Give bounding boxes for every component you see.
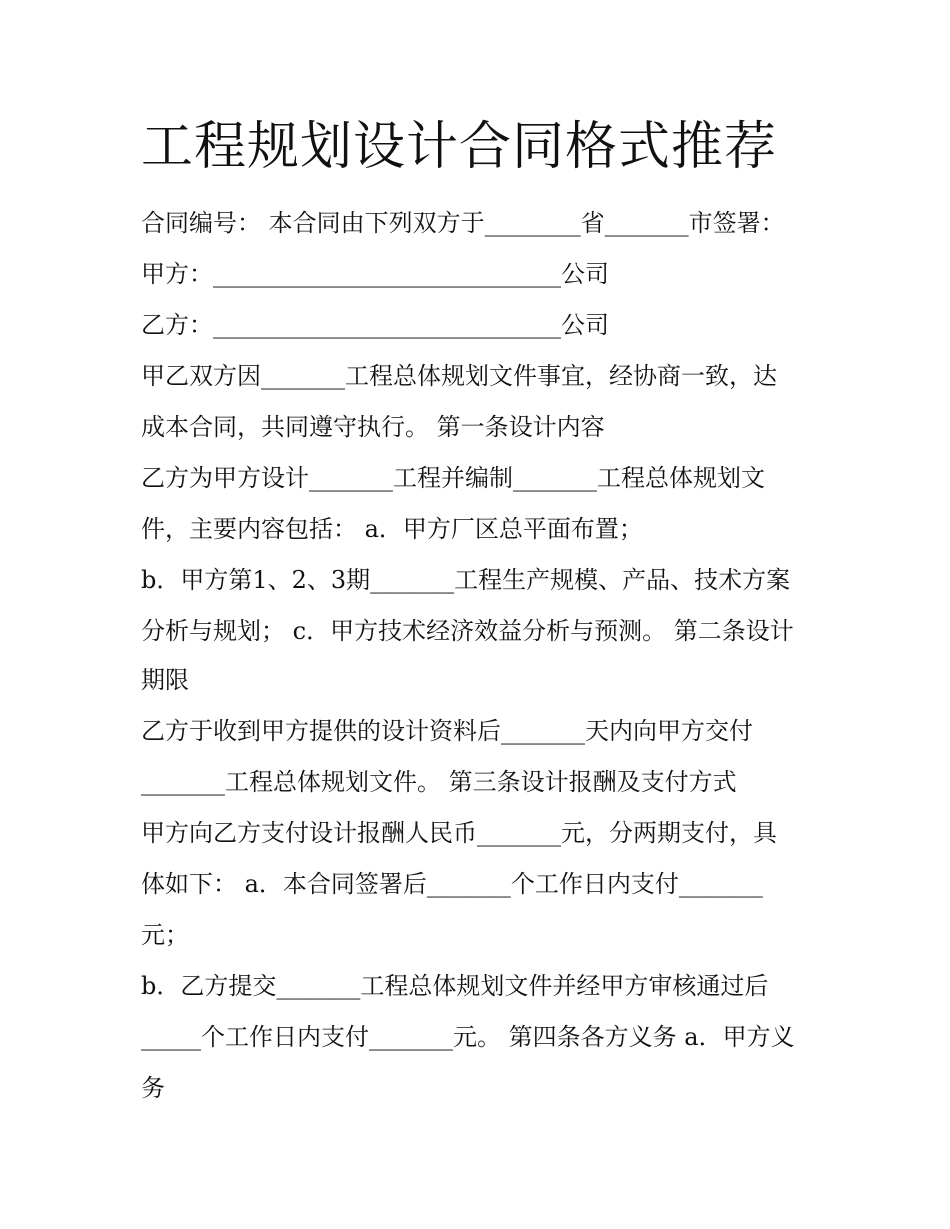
contract-line-1: 合同编号： 本合同由下列双方于________省_______市签署： bbox=[141, 209, 785, 237]
contract-line-18: 务 bbox=[141, 1074, 165, 1102]
contract-line-3: 乙方：_____________________________公司 bbox=[141, 311, 609, 339]
contract-line-2: 甲方：_____________________________公司 bbox=[141, 260, 609, 288]
contract-line-7: 件，主要内容包括： a．甲方厂区总平面布置； bbox=[141, 515, 643, 543]
contract-line-5: 成本合同，共同遵守执行。 第一条设计内容 bbox=[141, 413, 605, 441]
contract-line-4: 甲乙双方因_______工程总体规划文件事宜，经协商一致，达 bbox=[141, 362, 777, 390]
contract-line-11: 乙方于收到甲方提供的设计资料后_______天内向甲方交付 bbox=[141, 717, 753, 745]
contract-line-12: _______工程总体规划文件。 第三条设计报酬及支付方式 bbox=[141, 768, 737, 796]
contract-line-8: b．甲方第1、2、3期_______工程生产规模、产品、技术方案 bbox=[141, 566, 791, 594]
contract-line-17: _____个工作日内支付_______元。 第四条各方义务 a．甲方义 bbox=[141, 1023, 795, 1051]
document-title: 工程规划设计合同格式推荐 bbox=[141, 117, 778, 177]
contract-line-6: 乙方为甲方设计_______工程并编制_______工程总体规划文 bbox=[141, 464, 765, 492]
contract-line-15: 元； bbox=[141, 921, 189, 949]
contract-line-14: 体如下： a．本合同签署后_______个工作日内支付_______ bbox=[141, 870, 763, 898]
contract-line-10: 期限 bbox=[141, 666, 189, 694]
contract-line-16: b．乙方提交_______工程总体规划文件并经甲方审核通过后 bbox=[141, 972, 769, 1000]
contract-line-13: 甲方向乙方支付设计报酬人民币_______元，分两期支付，具 bbox=[141, 819, 777, 847]
contract-line-9: 分析与规划； c．甲方技术经济效益分析与预测。 第二条设计 bbox=[141, 617, 794, 645]
